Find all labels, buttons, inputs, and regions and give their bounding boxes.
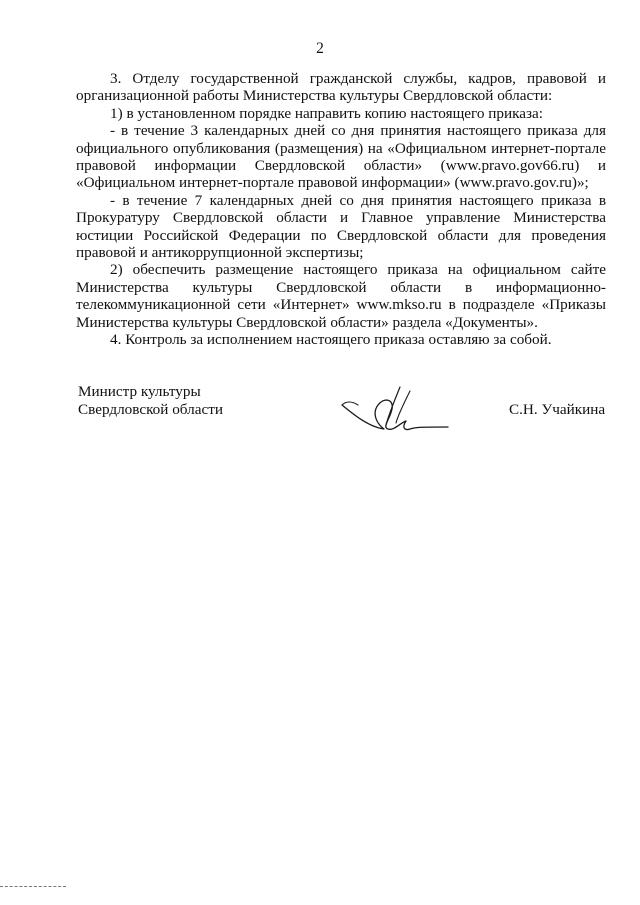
paragraph-prosecutor: - в течение 7 календарных дней со дня принятия настоящего приказа в Прокуратуру Свердловской области и Главное управление Министерства юстиции Российской Федерации по Свердловской области для проведения правовой и антикоррупционной экспертизы; bbox=[76, 191, 606, 262]
position-line-2: Свердловской области bbox=[78, 400, 223, 418]
signatory-name: С.Н. Учайкина bbox=[509, 401, 606, 418]
page-number: 2 bbox=[316, 40, 324, 57]
paragraph-4-control: 4. Контроль за исполнением настоящего приказа оставляю за собой. bbox=[110, 331, 552, 349]
position-line-1: Министр культуры bbox=[78, 383, 201, 400]
paragraph-3-department: 3. Отделу государственной гражданской службы, кадров, правовой и организационной работы Министерства культуры Свердловской области: bbox=[76, 70, 606, 105]
signatory-position bbox=[78, 383, 223, 419]
handwritten-signature bbox=[338, 383, 458, 443]
footer-divider bbox=[0, 886, 66, 887]
order-body bbox=[76, 70, 606, 349]
paragraph-subitem-1: 1) в установленном порядке направить копию настоящего приказа: bbox=[110, 104, 543, 122]
paragraph-subitem-2: 2) обеспечить размещение настоящего приказа на официальном сайте Министерства культуры Свердловской области в информационно-телекоммуникационной сети «Интернет» www.mkso.ru в подразделе «Приказы Министерства культуры Свердловской области» раздела «Документы». bbox=[76, 261, 606, 331]
paragraph-publication: - в течение 3 календарных дней со дня принятия настоящего приказа для официального опубликования (размещения) на «Официальном интернет-портале правовой информации Свердловской области» (www.pravo.gov66.ru) и «Официальном интернет-портале правовой информации» (www.pravo.gov.ru)»; bbox=[76, 122, 606, 192]
